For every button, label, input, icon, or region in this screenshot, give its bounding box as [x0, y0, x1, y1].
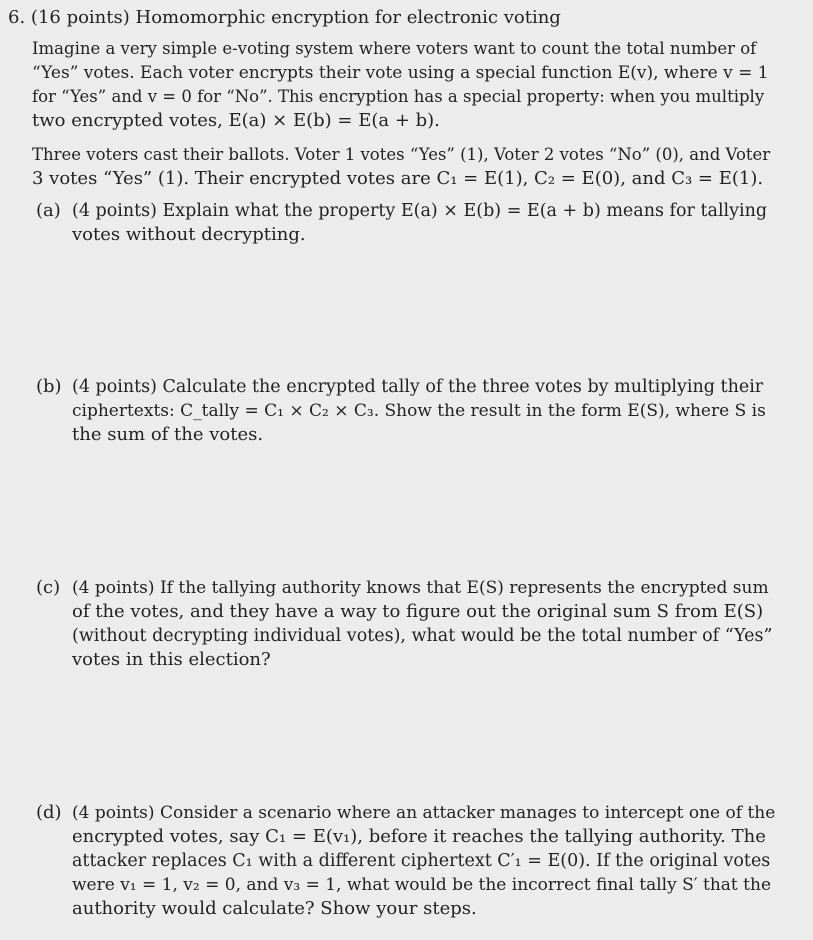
part-line: ciphertexts: C_tally = C₁ × C₂ × C₃. Show the result in the form E(S), where S is	[72, 401, 766, 421]
part-line: votes in this election?	[72, 649, 271, 670]
question-number: 6.	[8, 7, 26, 28]
part-d	[36, 801, 778, 921]
part-line: authority would calculate? Show your steps.	[72, 898, 477, 919]
part-line: the sum of the votes.	[72, 424, 264, 445]
part-line: were v₁ = 1, v₂ = 0, and v₃ = 1, what would be the incorrect final tally S′ that the	[72, 875, 772, 895]
setup-line: Three voters cast their ballots. Voter 1 votes “Yes” (1), Voter 2 votes “No” (0), and Voter	[32, 145, 771, 164]
question-heading	[8, 6, 561, 30]
part-line: (4 points) Explain what the property E(a) × E(b) = E(a + b) means for tallying	[72, 201, 768, 221]
part-line: (without decrypting individual votes), what would be the total number of “Yes”	[72, 626, 773, 646]
part-text	[72, 576, 778, 672]
part-label: (d)	[36, 802, 62, 823]
part-b	[36, 375, 778, 447]
intro-line: “Yes” votes. Each voter encrypts their vote using a special function E(v), where v = 1	[32, 63, 769, 83]
part-line: attacker replaces C₁ with a different ciphertext C′₁ = E(0). If the original votes	[72, 851, 771, 871]
part-c	[36, 576, 778, 672]
part-label: (a)	[36, 200, 61, 221]
part-text	[72, 801, 778, 921]
part-line: of the votes, and they have a way to figure out the original sum S from E(S)	[72, 601, 764, 622]
part-line: votes without decrypting.	[72, 224, 306, 245]
intro-line: for “Yes” and v = 0 for “No”. This encryption has a special property: when you multiply	[32, 87, 765, 106]
intro-paragraph	[32, 37, 777, 133]
part-text	[72, 199, 778, 247]
part-line: (4 points) Consider a scenario where an attacker manages to intercept one of the	[72, 803, 776, 823]
intro-line: two encrypted votes, E(a) × E(b) = E(a + b).	[32, 110, 440, 131]
question-title: Homomorphic encryption for electronic voting	[135, 7, 561, 28]
part-line: (4 points) Calculate the encrypted tally of the three votes by multiplying their	[72, 377, 764, 397]
intro-line: Imagine a very simple e-voting system where voters want to count the total number of	[32, 39, 757, 58]
part-label: (c)	[36, 577, 61, 598]
part-a	[36, 199, 778, 247]
part-line: encrypted votes, say C₁ = E(v₁), before it reaches the tallying authority. The	[72, 826, 766, 847]
part-text	[72, 375, 778, 447]
setup-paragraph	[32, 143, 777, 191]
part-line: (4 points) If the tallying authority knows that E(S) represents the encrypted sum	[72, 578, 769, 598]
setup-line: 3 votes “Yes” (1). Their encrypted votes are C₁ = E(1), C₂ = E(0), and C₃ = E(1).	[32, 168, 764, 189]
question-points: (16 points)	[30, 7, 130, 28]
part-label: (b)	[36, 376, 62, 397]
